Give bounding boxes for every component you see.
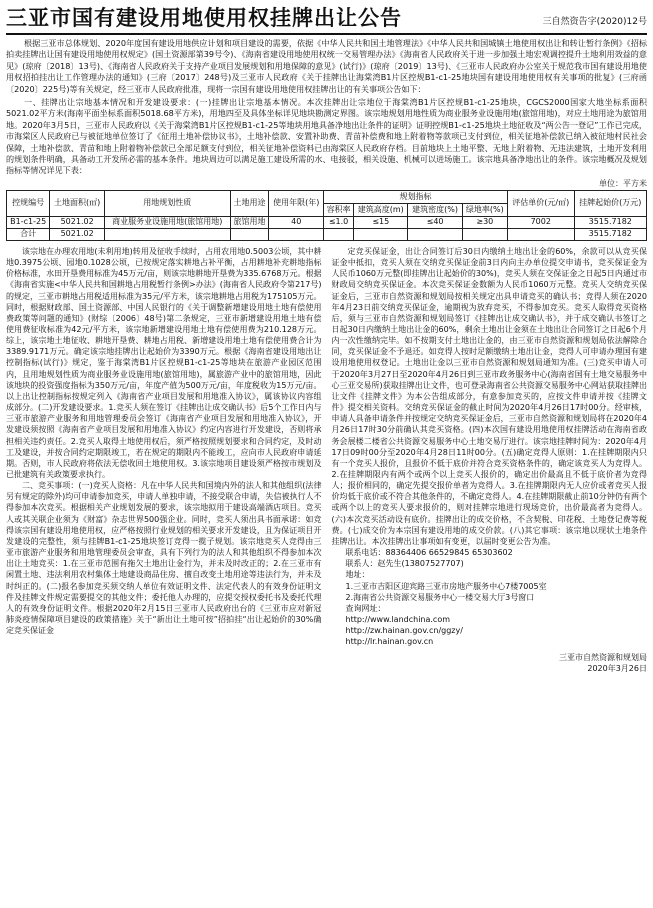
table-caption-row (6, 179, 647, 189)
cell-height: ≤15 (354, 216, 408, 228)
contact-phone: 联系电话：88364406 66529845 65303602 (345, 548, 513, 558)
col-header-plan-indicators: 规划指标 (324, 190, 508, 203)
table-unit: 单位：平方米 (599, 178, 647, 188)
cell-land-use (230, 228, 269, 240)
cell-land-use: 旅馆用地 (230, 216, 269, 228)
intro-paragraph: 根据三亚市总体规划、2020年度国有建设用地供应计划和项目建设的需要，依据《中华人民共和国土地管理法》《中华人民共和国城镇土地使用权出让和转让暂行条例》《招标拍卖挂牌出让国有建设用地使用权规定》(国土资源部第39号令)、《海南省建设用地使用权统一交易管理办法》《海南省人民政府关于进一步加强土地宏观调控提升土地利用效益的意见》(琼府〔2018〕13号)、《海南省人民政府关于支持产业项目发展规划和用地保障的意见》(试行)》(琼府〔2019〕13号)、《三亚市人民政府办公室关于规范我市国有建设用地使用权招拍挂出让工作管理办法的通知》(三府〔2017〕248号)及三亚市人民政府《关于挂牌出让海棠湾B1片区控规B1-c1-25地块国有建设用地使用权有关事项的批复》(三府函〔2020〕225号)等有关规定，经三亚市人民政府批准，现将一宗国有建设用地使用权挂牌出让的有关事项公告如下： (6, 38, 647, 94)
col-header-area: 土地面积(㎡) (50, 190, 105, 216)
announcement-header (6, 6, 647, 35)
col-header-density: 建筑密度(%) (408, 203, 462, 216)
cell-start-price: 3515.7182 (574, 216, 647, 228)
table-header-row (7, 190, 647, 203)
cell-parcel: 合计 (7, 228, 50, 240)
table-row (7, 216, 647, 228)
col-header-start-price: 挂牌起始价(万元) (574, 190, 647, 216)
col-header-height: 建筑高度(m) (354, 203, 408, 216)
contact-person: 联系人：赵先生(13807527707) (345, 559, 464, 569)
col-header-far: 容积率 (324, 203, 354, 216)
cell-appraisal: 7002 (507, 216, 574, 228)
cell-density: ≤40 (408, 216, 462, 228)
cell-far: ≤1.0 (324, 216, 354, 228)
col-header-planned-use: 用地规划性质 (104, 190, 230, 216)
contact-address-1: 1.三亚市吉阳区迎宾路三亚市房地产服务中心7楼7005室 (345, 581, 547, 591)
cell-area: 5021.02 (50, 216, 105, 228)
col-header-term: 使用年限(年) (269, 190, 324, 216)
section-1-paragraph: 一、挂牌出让宗地基本情况和开发建设要求：(一)挂牌出让宗地基本情况。本次挂牌出让宗地位于海棠湾B1片区控规B1-c1-25地块，CGCS2000国家大地坐标系面积5021.02平方米(海南平面坐标系面积5018.68平方米)，用地四至及具体坐标详见地块勘测定界图。该宗地规划用地性质为商业服务业设施用地(旅馆用地)，对应土地用途为旅馆用地。2020年3月5日，三亚市人民政府以《关于海棠湾B1片区控规B1-c1-25等地块用地具备净地出让条件的证明》证明控规B1-c1-25地块土地征收及“两公告一登记”工作已完成，市海棠区人民政府已与被征地单位签订了《征用土地补偿协议书》，土地补偿款、安置补助费、青苗补偿费和地上附着物等款项已支付到位，相关征地补偿款已纳入被征地村民社会保障，土地补偿款、青苗和地上附着物补偿款已全部足额支付到位，相关征地补偿资料已由海棠区人民政府存档。目前地块上土地平整、无地上附着物、无违法建筑，土地开发利用的规划条件明确，具备动工开发所必需的基本条件。地块周边可以满足施工建设所需的水、电接驳，相关设施、机械可以进场施工。该宗地具备净地出让的条件。该宗地概况及规划指标等情况详见下表： (6, 97, 647, 176)
announcement-page (6, 6, 647, 896)
announcement-title: 三亚市国有建设用地使用权挂牌出让公告 (6, 6, 402, 30)
document-number: 三自然资告字(2020)12号 (542, 17, 647, 27)
right-column (332, 246, 648, 674)
col-header-green: 绿地率(%) (462, 203, 507, 216)
cell-green (462, 228, 507, 240)
cell-density (408, 228, 462, 240)
cell-height (354, 228, 408, 240)
contact-address-2: 2.海南省公共资源交易服务中心一楼交易大厅3号窗口 (345, 592, 535, 602)
parcel-table (6, 190, 647, 241)
cell-planned-use (104, 228, 230, 240)
website-link[interactable]: http://lr.hainan.gov.cn (345, 637, 434, 647)
contact-address-label: 地址： (345, 570, 370, 580)
col-header-land-use: 土地用途 (230, 190, 269, 216)
table-total-row (7, 228, 647, 240)
paragraph: 二、竞买事项：(一)竞买人资格：凡在中华人民共和国境内外的法人和其他组织(法律另有规定的除外)均可申请参加竞买，申请人单独申请，不接受联合申请，失信被执行人不得参加本次竞买。根据相关产业规划发展的要求，该宗地拟用于建设高端酒店项目。竞买人或其关联企业须为《财富》杂志世界500强企业。同时，竞买人须出具书面承诺：如竞得该宗国有建设用地使用权，应严格按照行业规划的相关要求开发建设，且为保证项目开发建设的完整性，须与挂牌B1-c1-25地块签订竞得一揽子规划。该宗地竞买人竞得由三亚市旅游产业服务和用地管理委员会审查，具有下列行为的法人和其他组织不得参加本次出让土地竞买：1.在三亚市范围有拖欠土地出让金行为，并未及时改正的；2.在三亚市有闲置土地、违法利用农村集体土地建设商品住房、擅自改变土地用途等违法行为，并未及时纠正的。(二)报名参加竞买须交纳人单位有效证明文件、法定代表人的有效身份证明文件及挂牌文件规定需要提交的其他文件；委托他人办理的，应提交授权委托书及委托代理人的有效身份证明文件。根据2020年2月15日三亚市人民政府出台的《三亚市应对新冠肺炎疫情保障项目建设的政策措施》关于“新出让土地可按”招拍挂“出让起始价的30%确定竞买保证金 (6, 481, 322, 636)
cell-term: 40 (269, 216, 324, 228)
col-header-appraisal: 评估单价(元/㎡) (507, 190, 574, 216)
cell-start-price: 3515.7182 (574, 228, 647, 240)
paragraph: 定竞买保证金，出让合同签订后30日内缴纳土地出让金的60%，余款可以从竞买保证金中抵扣，竞买人须在交纳竞买保证金前3日内向主办单位提交申请书，竞买保证金为人民币1060万元整(即挂牌出让起始价的30%)，竞买人须在交保证金之日起5日内通过市财政局交纳竞买保证金。本次竞买保证金数额为人民币1060万元整。竞买人交纳竞买保证金后，三亚市自然资源和规划局按相关规定出具申请竞买的确认书；竞得人须在2020年4月23日前交纳竞买保证金，逾期视为放弃竞买，不得参加竞买。竞买人取得竞买资格后，须与三亚市自然资源和规划局签订《挂牌出让成交确认书》，并于成交确认书签订之日起30日内缴纳土地出让金的60%，剩余土地出让金须在土地出让合同签订之日起6个月内一次性缴纳完毕。如不按期支付土地出让金的，由三亚市自然资源和规划局依法解除合同，竞买保证金不予退还。如竞得人按时足额缴纳土地出让金，竞得人可申请办理国有建设用地使用权登记。土地出让金以三亚市自然资源和规划局通知为准。(三)竞买申请人可于2020年3月27日至2020年4月26日到三亚市政务服务中心(海南省国有土地交易服务中心三亚交易所)获取挂牌出让文件，也可登录海南省公共资源交易服务中心网站获取挂牌出让文件《挂牌文件》为本公告组成部分，有意参加竞买的，应按文件申请并按《挂牌文件》提交相关资料。交纳竞买保证金的截止时间为2020年4月26日17时00分。经审核，申请人具备申请条件并按规定交纳竞买保证金后，三亚市自然资源和规划局将在2020年4月26日17时30分前确认其竞买资格。(四)本次国有建设用地使用权挂牌活动在海南省政务会展楼二楼省公共资源交易服务中心土地交易厅进行。该宗地挂牌时间为：2020年4月17日09时00分至2020年4月28日11时00分。(五)确定竞得人原则：1.在挂牌期限内只有一个竞买人报价，且报价不低于底价并符合竞买资格条件的，确定该竞买人为竞得人。2.在挂牌期限内有两个或两个以上竞买人报价的，确定出价最高且不低于底价者为竞得人；报价相同的，确定先提交报价单者为竞得人。3.在挂牌期限内无人应价或者竞买人报价均低于底价或不符合其他条件的，不确定竞得人。4.在挂牌期限截止前10分钟仍有两个或两个以上的竞买人要求报价的，则对挂牌宗地进行现场竞价，出价最高者为竞得人。(六)本次竞买活动设有底价。挂牌出让的成交价格，不含契税、印花税、土地登记费等税费。(七)成交价为本宗国有建设用地的成交价款。(八)其它事项：该宗地以现状土地条件挂牌出让。本次挂牌出让事项如有变更，以届时变更公告为准。 (331, 246, 647, 546)
paragraph: 该宗地在办理农用地(未利用地)转用及征收手续时，占用农用地0.5003公顷，其中耕地0.3975公顷、园地0.1028公顷，已按规定落实耕地占补平衡，占用耕地补充耕地指标价格标准，水田开垦费用标准为45万元/亩，则该宗地耕地开垦费为335.6768万元。根据《海南省实施<中华人民共和国耕地占用税暂行条例>办法》(海南省人民政府令第217号)的规定，三亚市耕地占用税适用标准为35元/平方米，该宗地耕地占用税为175105万元。同时，根据财政部、国土资源部、中国人民银行的《关于调整新增建设用地土地有偿使用费政策等问题的通知》(财综〔2006〕48号)第二条规定，三亚市新增建设用地土地有偿使用费征收标准为42元/平方米，该宗地新增建设用地土地有偿使用费为210.128万元。综上，该宗地土地征收、耕地开垦费、耕地占用税、新增建设用地土地有偿使用费合计为3389.9171万元。确定该宗地挂牌出让起始价为3390万元。根据《海南省建设用地出让控制指标(试行)》规定，鉴于海棠湾B1片区控规B1-c1-25等地块在旅游产业园区范围内，且用地规划性质为商业服务业设施用地(旅馆用地)，属旅游产业中的旅馆用地，因此该地块的投资强度指标为350万元/亩，年度产值为500万元/亩，年度税收为15万元/亩。以上出让控制指标按规定列入《海南省产业项目发展和用地准入协议》，属该协议内容组成部分。(二)开发建设要求。1.竞买人须在签订《挂牌出让成交确认书》后5个工作日内与三亚市旅游产业服务和用地管理委员会签订《海南省产业项目发展和用地准入协议》，开发建设须按照《海南省产业项目发展和用地准入协议》约定内容进行开发建设，否则将承担相关违约责任。2.竞买人取得土地使用权后，须严格按照规划要求和合同约定，及时动工及建设，并按合同约定期限竣工，若在规定的期限内不能竣工，应向市人民政府申请延期。否则，市人民政府将依法无偿收回土地使用权。3.该宗地项目建设须严格按市规划及已批建筑有关政策要求执行。 (6, 246, 322, 479)
cell-appraisal (507, 228, 574, 240)
body-columns (6, 246, 647, 674)
signature-date: 2020年3月26日 (587, 663, 647, 673)
cell-green: ≥30 (462, 216, 507, 228)
cell-parcel: B1-c1-25 (7, 216, 50, 228)
contact-website-label: 查询网址： (345, 603, 386, 613)
cell-far (324, 228, 354, 240)
left-column (6, 246, 322, 674)
website-link[interactable]: http://zw.hainan.gov.cn/ggzy/ (345, 626, 463, 636)
signature-block (332, 652, 648, 674)
cell-area: 5021.02 (50, 228, 105, 240)
cell-planned-use: 商业服务业设施用地(旅馆用地) (104, 216, 230, 228)
signature-org: 三亚市自然资源和规划局 (559, 652, 647, 662)
cell-term (269, 228, 324, 240)
website-link[interactable]: http://www.landchina.com (345, 615, 451, 625)
col-header-parcel: 控规编号 (7, 190, 50, 216)
